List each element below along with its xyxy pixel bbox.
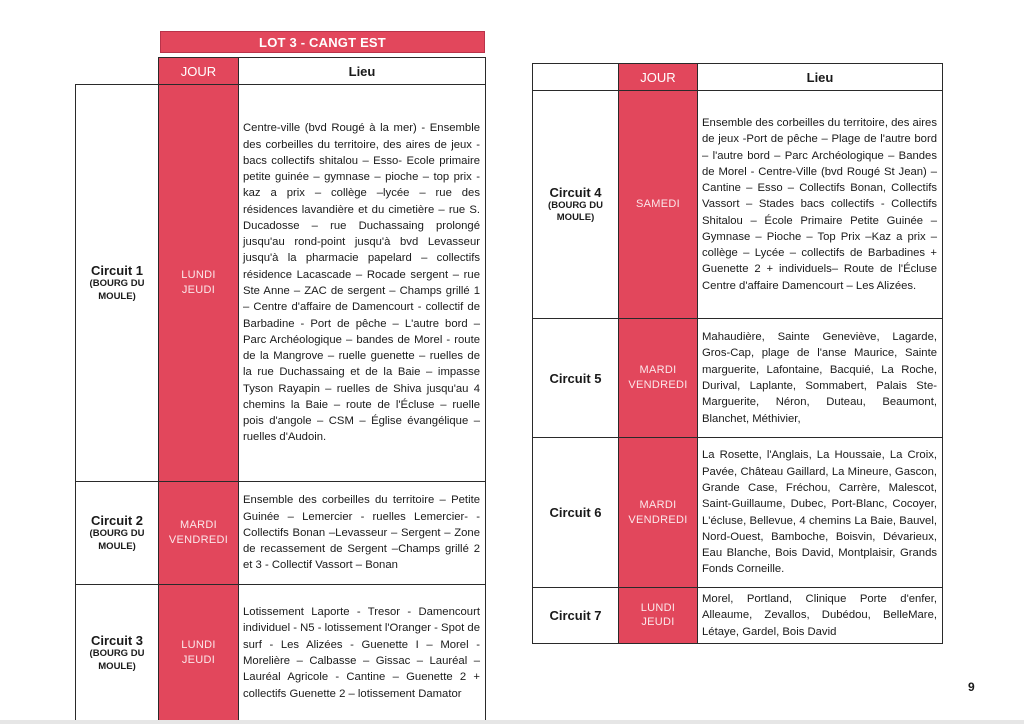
day-label: MARDI: [639, 364, 677, 377]
circuit-name: Circuit 7: [549, 607, 602, 623]
circuit-name: Circuit 6: [549, 505, 602, 520]
circuit-name: Circuit 5: [549, 370, 602, 386]
circuit-cell: [533, 91, 619, 319]
places-cell: Morel, Portland, Clinique Porte d'enfer, Alleaume, Zevallos, Dubédou, BelleMare, Létaye, Gardel, Bois David: [698, 588, 943, 644]
day-label: VENDREDI: [628, 379, 688, 391]
circuit-cell: [76, 85, 159, 482]
circuit-cell: [533, 438, 619, 588]
day-cell: [619, 319, 698, 438]
day-label: LUNDI: [181, 639, 216, 652]
day-label: LUNDI: [181, 269, 216, 282]
circuit-row: [76, 482, 486, 585]
places-cell: Lotissement Laporte - Tresor - Damencourt individuel - N5 - lotissement l'Oranger - Spot de surf - Les Alizées - Guenette I – Morel - Morelière – Calbasse – Gissac – Lauréal –Lauréal Agricole - Cantine – Guenette 2 + collectifs Guenette 2 – lotissement Damator: [239, 585, 486, 722]
circuit-row: [76, 585, 486, 722]
day-label: LUNDI: [640, 601, 676, 614]
circuit-name: Circuit 3: [90, 633, 143, 649]
places-cell: Mahaudière, Sainte Geneviève, Lagarde, Gros-Cap, plage de l'anse Maurice, Sainte marguerite, Lafontaine, Bacquié, La Roche, Durival, Laplante, Sommabert, Palais Ste-Marguerite, Néron, Duteau, Beaumont, Blanchet, Méthivier,: [698, 319, 943, 438]
schedule-table-right: [532, 63, 943, 644]
circuit-cell: [76, 585, 159, 722]
circuit-area: (BOURG DU MOULE): [89, 648, 145, 672]
day-label: VENDREDI: [628, 513, 688, 526]
page-edge: [0, 720, 1024, 724]
circuit-row: [533, 319, 943, 438]
circuit-area: (BOURG DU MOULE): [89, 528, 145, 552]
circuit-area: (BOURG DU MOULE): [89, 278, 145, 302]
circuit-name: Circuit 1: [90, 263, 143, 279]
day-cell: [159, 85, 239, 482]
circuit-cell: [533, 588, 619, 644]
circuit-name: Circuit 2: [90, 513, 143, 529]
circuit-row: [533, 588, 943, 644]
day-label: SAMEDI: [636, 198, 680, 211]
day-label: VENDREDI: [168, 534, 229, 546]
header-blank: [533, 64, 619, 91]
circuit-row: [533, 438, 943, 588]
day-label: MARDI: [639, 498, 677, 511]
header-lieu: Lieu: [239, 58, 486, 85]
places-cell: Ensemble des corbeilles du territoire – Petite Guinée – Lemercier - ruelles Lemercier- -Collectifs Bonan –Levasseur – Sergent – Zone de recassement de Sergent –Champs grillé 2 et 3 - Collectif Vassort – Bonan: [239, 482, 486, 585]
places-cell: La Rosette, l'Anglais, La Houssaie, La Croix, Pavée, Château Gaillard, La Mineure, Gascon, Grande Case, Fréchou, Carrère, Malescot, Saint-Guillaume, Dubec, Port-Blanc, Cocoyer, L'écluse, Bellevue, 4 chemins La Baie, Bauvel, Nord-Ouest, Bamboche, Boisvin, Dévarieux, Eau Blanche, Bois David, Montplaisir, Grands Fonds Corneille.: [698, 438, 943, 588]
day-cell: [619, 91, 698, 319]
table-header-row: [533, 64, 943, 91]
circuit-cell: [76, 482, 159, 585]
page-number: 9: [968, 680, 975, 694]
day-label: MARDI: [180, 519, 217, 532]
header-lieu: Lieu: [698, 64, 943, 91]
circuit-area: (BOURG DU MOULE): [548, 199, 603, 223]
schedule-table-left: [75, 57, 486, 722]
circuit-cell: [533, 319, 619, 438]
places-cell: Centre-ville (bvd Rougé à la mer) - Ensemble des corbeilles du territoire, des aires de jeux - bacs collectifs shitalou – Esso- Ecole primaire petite guinée – gymnase – pioche – top prix - kaz a prix – collège –lycée – rue des résidences lavandière et du cimetière – rue S. Ducadosse – rue Duchassaing prolongé jusqu'au rond-point jusqu'à bvd Levasseur jusqu'à la pharmacie papelard – collectifs résidence Lacascade – Rocade sergent – rue Ste Anne – ZAC de sergent – Champs grillé 1 – Centre d'affaire de Damencourt - collectif de Barbadine - Port de pêche – L'autre bord – Parc Archéologique – bandes de Morel - route de la Mangrove – ruelle guenette – ruelles de la rue Duchassaing et de la Baie – impasse Tyson Rayapin – ruelles de Shiva jusqu'au 4 chemins la Baie – route de l'Écluse – ruelle pois d'angole – CSM – Église évangélique – ruelles d'Audoin.: [239, 85, 486, 482]
circuit-row: [533, 91, 943, 319]
table-header-row: [76, 58, 486, 85]
day-label: JEUDI: [181, 654, 216, 666]
lot-banner: LOT 3 - CANGT EST: [160, 31, 485, 53]
day-cell: [619, 438, 698, 588]
circuit-name: Circuit 4: [549, 184, 602, 200]
places-cell: Ensemble des corbeilles du territoire, des aires de jeux -Port de pêche – Plage de l'autre bord – l'autre bord – Parc Archéologique – Bandes de Morel - Centre-Ville (bvd Rougé St Jean) – Cantine – Esso – Collectifs Bonan, Collectifs Vassort – Stades bacs collectifs - Collectifs Shitalou – École Primaire Petite Guinée – Gymnase – Pioche – Top Prix –Kaz a prix – collège – Lycée – collectifs de Barbadines + Guenette 2 + individuels– Route de l'Écluse Centre d'affaire Damencourt – Les Alizées.: [698, 91, 943, 319]
header-blank: [76, 58, 159, 85]
day-cell: [619, 588, 698, 644]
header-jour: JOUR: [619, 64, 698, 91]
header-jour: JOUR: [159, 58, 239, 85]
day-cell: [159, 482, 239, 585]
day-label: JEUDI: [181, 284, 216, 296]
circuit-row: [76, 85, 486, 482]
day-label: JEUDI: [641, 616, 675, 629]
day-cell: [159, 585, 239, 722]
